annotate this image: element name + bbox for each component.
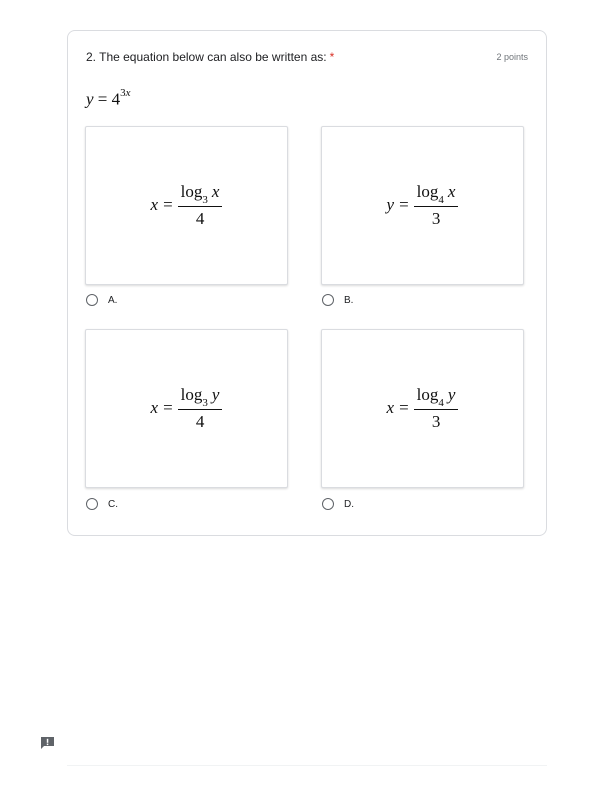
option-c-equation — [151, 385, 223, 432]
option-a-lhs: x — [150, 195, 159, 215]
option-c-denominator: 4 — [195, 412, 205, 432]
option-a-log-arg: x — [211, 181, 220, 201]
option-a-log-base: 3 — [202, 194, 208, 207]
option-d-log-base: 4 — [438, 397, 444, 410]
points-label: 2 points — [496, 52, 528, 62]
option-b-radio-icon[interactable] — [322, 294, 334, 306]
option-b-lhs: y — [386, 195, 395, 215]
option-d-numerator — [414, 385, 459, 410]
option-a-label[interactable]: A. — [108, 294, 118, 306]
option-b-numerator — [414, 182, 459, 207]
option-b-equals: = — [399, 195, 409, 215]
option-b-choice[interactable] — [322, 294, 353, 306]
option-a-image — [85, 126, 288, 285]
option-b-image — [321, 126, 524, 285]
option-a-denominator: 4 — [195, 209, 205, 229]
option-c-choice[interactable] — [86, 498, 118, 510]
option-c-log-base: 3 — [202, 397, 208, 410]
option-c-fraction — [178, 385, 223, 432]
given-exp-var: x — [125, 87, 131, 99]
option-c-numerator — [178, 385, 223, 410]
report-problem-icon[interactable] — [40, 736, 55, 750]
option-c-label[interactable]: C. — [108, 498, 118, 510]
option-b-log-base: 4 — [438, 194, 444, 207]
option-d-denominator: 3 — [431, 412, 441, 432]
option-b-denominator: 3 — [431, 209, 441, 229]
question-title — [86, 50, 334, 64]
option-b-log-arg: x — [447, 181, 456, 201]
question-text: 2. The equation below can also be written as: — [86, 50, 327, 64]
required-asterisk: * — [329, 50, 335, 64]
option-a-radio-icon[interactable] — [86, 294, 98, 306]
option-b-label[interactable]: B. — [344, 294, 354, 306]
option-b-fraction — [414, 182, 459, 229]
option-d-image — [321, 329, 524, 488]
option-a-fraction — [178, 182, 223, 229]
option-d-label[interactable]: D. — [344, 498, 354, 510]
given-exp-coef: 3 — [120, 87, 126, 99]
option-d-log-arg: y — [447, 384, 456, 404]
given-equals: = — [97, 89, 108, 109]
option-b-equation — [387, 182, 459, 229]
option-c-radio-icon[interactable] — [86, 498, 98, 510]
option-c-log-arg: y — [211, 384, 220, 404]
option-d-equals: = — [399, 398, 409, 418]
option-a-numerator — [178, 182, 223, 207]
option-d-log: log — [416, 384, 439, 404]
option-a-choice[interactable] — [86, 294, 117, 306]
footer-divider — [67, 765, 547, 766]
option-d-fraction — [414, 385, 459, 432]
option-a-equation — [151, 182, 223, 229]
option-a-log: log — [180, 181, 203, 201]
option-b-log: log — [416, 181, 439, 201]
given-lhs: y — [86, 89, 94, 109]
given-equation — [86, 89, 131, 110]
option-a-equals: = — [163, 195, 173, 215]
option-c-lhs: x — [150, 398, 159, 418]
option-d-equation — [387, 385, 459, 432]
option-c-equals: = — [163, 398, 173, 418]
option-d-choice[interactable] — [322, 498, 354, 510]
option-c-log: log — [180, 384, 203, 404]
given-base: 4 — [111, 89, 121, 109]
option-d-radio-icon[interactable] — [322, 498, 334, 510]
option-d-lhs: x — [386, 398, 395, 418]
option-c-image — [85, 329, 288, 488]
given-exponent — [120, 87, 130, 99]
